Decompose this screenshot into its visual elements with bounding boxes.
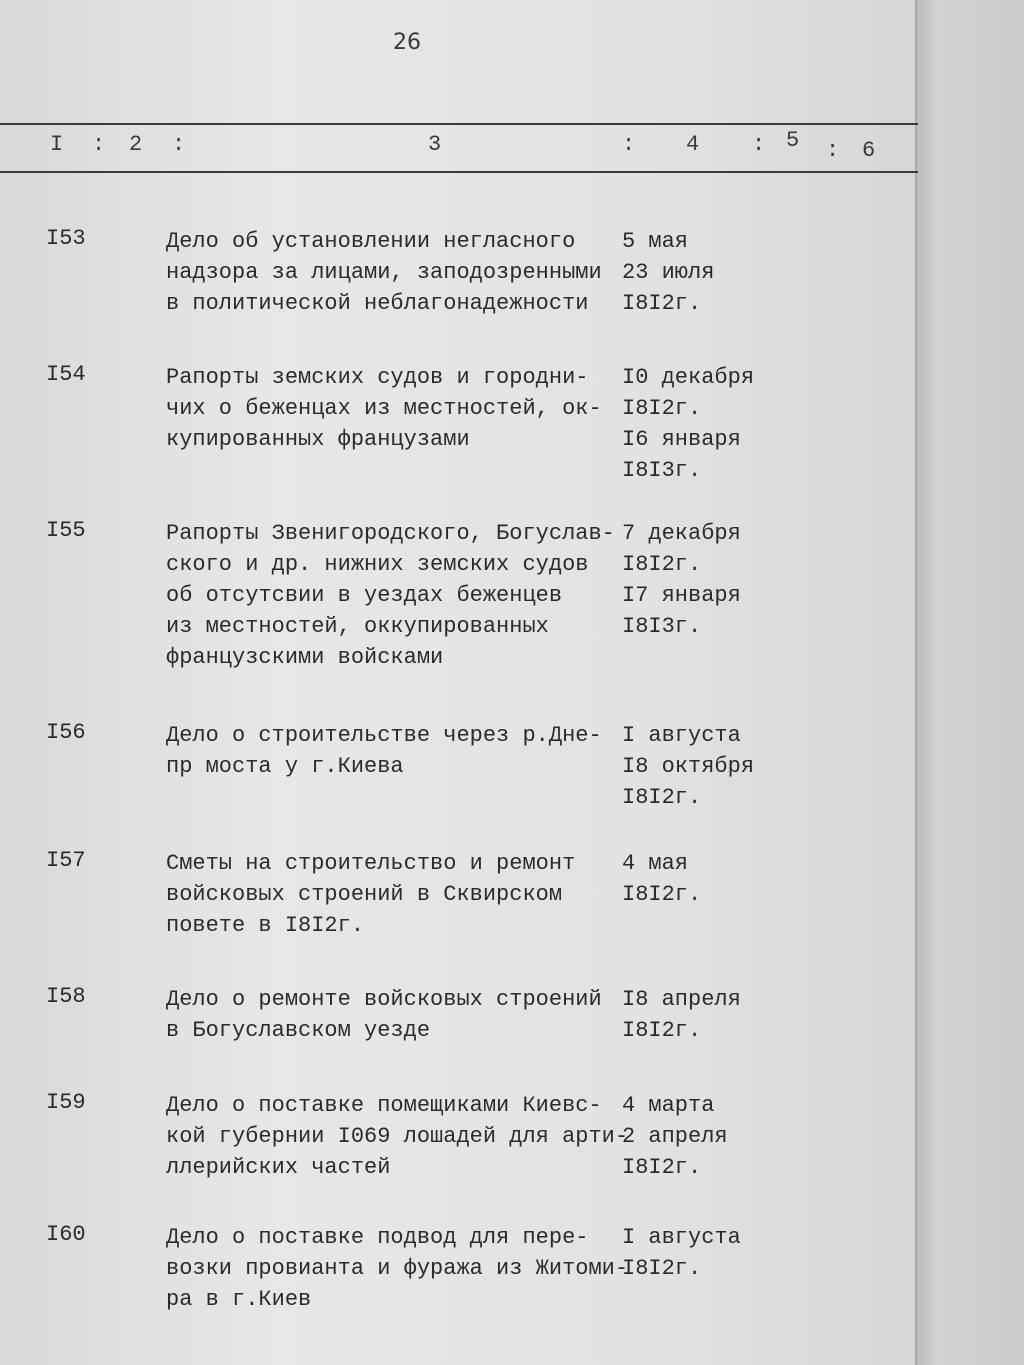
description-line: об отсутсвии в уездах беженцев [166, 583, 563, 608]
header-rule-bottom [0, 171, 918, 173]
column-header-1: I [50, 132, 64, 157]
date-line: I8I3г. [622, 458, 702, 483]
column-header-3: 3 [428, 132, 442, 157]
date-line: 4 марта [622, 1093, 715, 1118]
column-separator: : [92, 132, 106, 157]
description-line: Дело о ремонте войсковых строений [166, 987, 602, 1012]
entry-description [166, 848, 575, 941]
description-line: ра в г.Киев [166, 1287, 312, 1312]
date-line: I8I2г. [622, 291, 702, 316]
page-edge-shadow [915, 0, 1024, 1365]
entry-number: I60 [46, 1222, 86, 1247]
date-line: I8 апреля [622, 987, 741, 1012]
description-line: из местностей, оккупированных [166, 614, 549, 639]
entry-number: I57 [46, 848, 86, 873]
description-line: Рапорты Звенигородского, Богуслав- [166, 521, 615, 546]
entry-dates [622, 984, 741, 1046]
description-line: купированных французами [166, 427, 470, 452]
date-line: 2 апреля [622, 1124, 728, 1149]
date-line: I8 октября [622, 754, 755, 779]
entry-number: I56 [46, 720, 86, 745]
entry-description [166, 226, 602, 319]
entry-description [166, 720, 602, 782]
description-line: чих о беженцах из местностей, ок- [166, 396, 602, 421]
column-separator: : [752, 132, 766, 157]
entry-description [166, 518, 615, 673]
description-line: в Богуславском уезде [166, 1018, 431, 1043]
date-line: I7 января [622, 583, 741, 608]
entry-dates [622, 720, 754, 813]
description-line: надзора за лицами, заподозренными [166, 260, 602, 285]
date-line: 7 декабря [622, 521, 741, 546]
description-line: кой губернии I069 лошадей для арти- [166, 1124, 629, 1149]
entry-description [166, 984, 602, 1046]
entry-number: I59 [46, 1090, 86, 1115]
description-line: Дело об установлении негласного [166, 229, 576, 254]
entry-number: I54 [46, 362, 86, 387]
entry-number: I55 [46, 518, 86, 543]
description-line: пр моста у г.Киева [166, 754, 404, 779]
date-line: 23 июля [622, 260, 715, 285]
date-line: I8I2г. [622, 785, 702, 810]
date-line: 5 мая [622, 229, 689, 254]
description-line: Сметы на строительство и ремонт [166, 851, 576, 876]
date-line: I8I2г. [622, 882, 702, 907]
date-line: I8I2г. [622, 1155, 702, 1180]
date-line: 4 мая [622, 851, 689, 876]
column-separator: : [172, 132, 186, 157]
column-header-4: 4 [686, 132, 700, 157]
description-line: Рапорты земских судов и городни- [166, 365, 589, 390]
column-separator: : [826, 138, 840, 163]
description-line: ского и др. нижних земских судов [166, 552, 589, 577]
entry-dates [622, 226, 714, 319]
description-line: ллерийских частей [166, 1155, 391, 1180]
date-line: I6 января [622, 427, 741, 452]
column-header-2: 2 [129, 132, 143, 157]
entry-dates [622, 518, 741, 642]
description-line: французскими войсками [166, 645, 444, 670]
column-separator: : [622, 132, 636, 157]
entry-dates [622, 362, 754, 486]
date-line: I8I2г. [622, 396, 702, 421]
date-line: I августа [622, 723, 741, 748]
description-line: Дело о поставке помещиками Киевс- [166, 1093, 602, 1118]
column-header-5: 5 [786, 128, 800, 153]
date-line: I8I2г. [622, 1256, 702, 1281]
description-line: Дело о поставке подвод для пере- [166, 1225, 589, 1250]
entry-dates [622, 848, 701, 910]
page-number: 26 [393, 30, 421, 55]
entry-description [166, 362, 602, 455]
description-line: в политической неблагонадежности [166, 291, 589, 316]
date-line: I8I2г. [622, 1018, 702, 1043]
date-line: I августа [622, 1225, 741, 1250]
entry-dates [622, 1222, 741, 1284]
entry-number: I58 [46, 984, 86, 1009]
description-line: войсковых строений в Сквирском [166, 882, 563, 907]
column-header-6: 6 [862, 138, 876, 163]
description-line: возки провианта и фуража из Житоми- [166, 1256, 629, 1281]
header-rule-top [0, 123, 918, 125]
entry-description [166, 1090, 628, 1183]
entry-dates [622, 1090, 728, 1183]
date-line: I8I2г. [622, 552, 702, 577]
date-line: I0 декабря [622, 365, 755, 390]
entry-number: I53 [46, 226, 86, 251]
entry-description [166, 1222, 628, 1315]
description-line: Дело о строительстве через р.Дне- [166, 723, 602, 748]
date-line: I8I3г. [622, 614, 702, 639]
description-line: повете в I8I2г. [166, 913, 365, 938]
